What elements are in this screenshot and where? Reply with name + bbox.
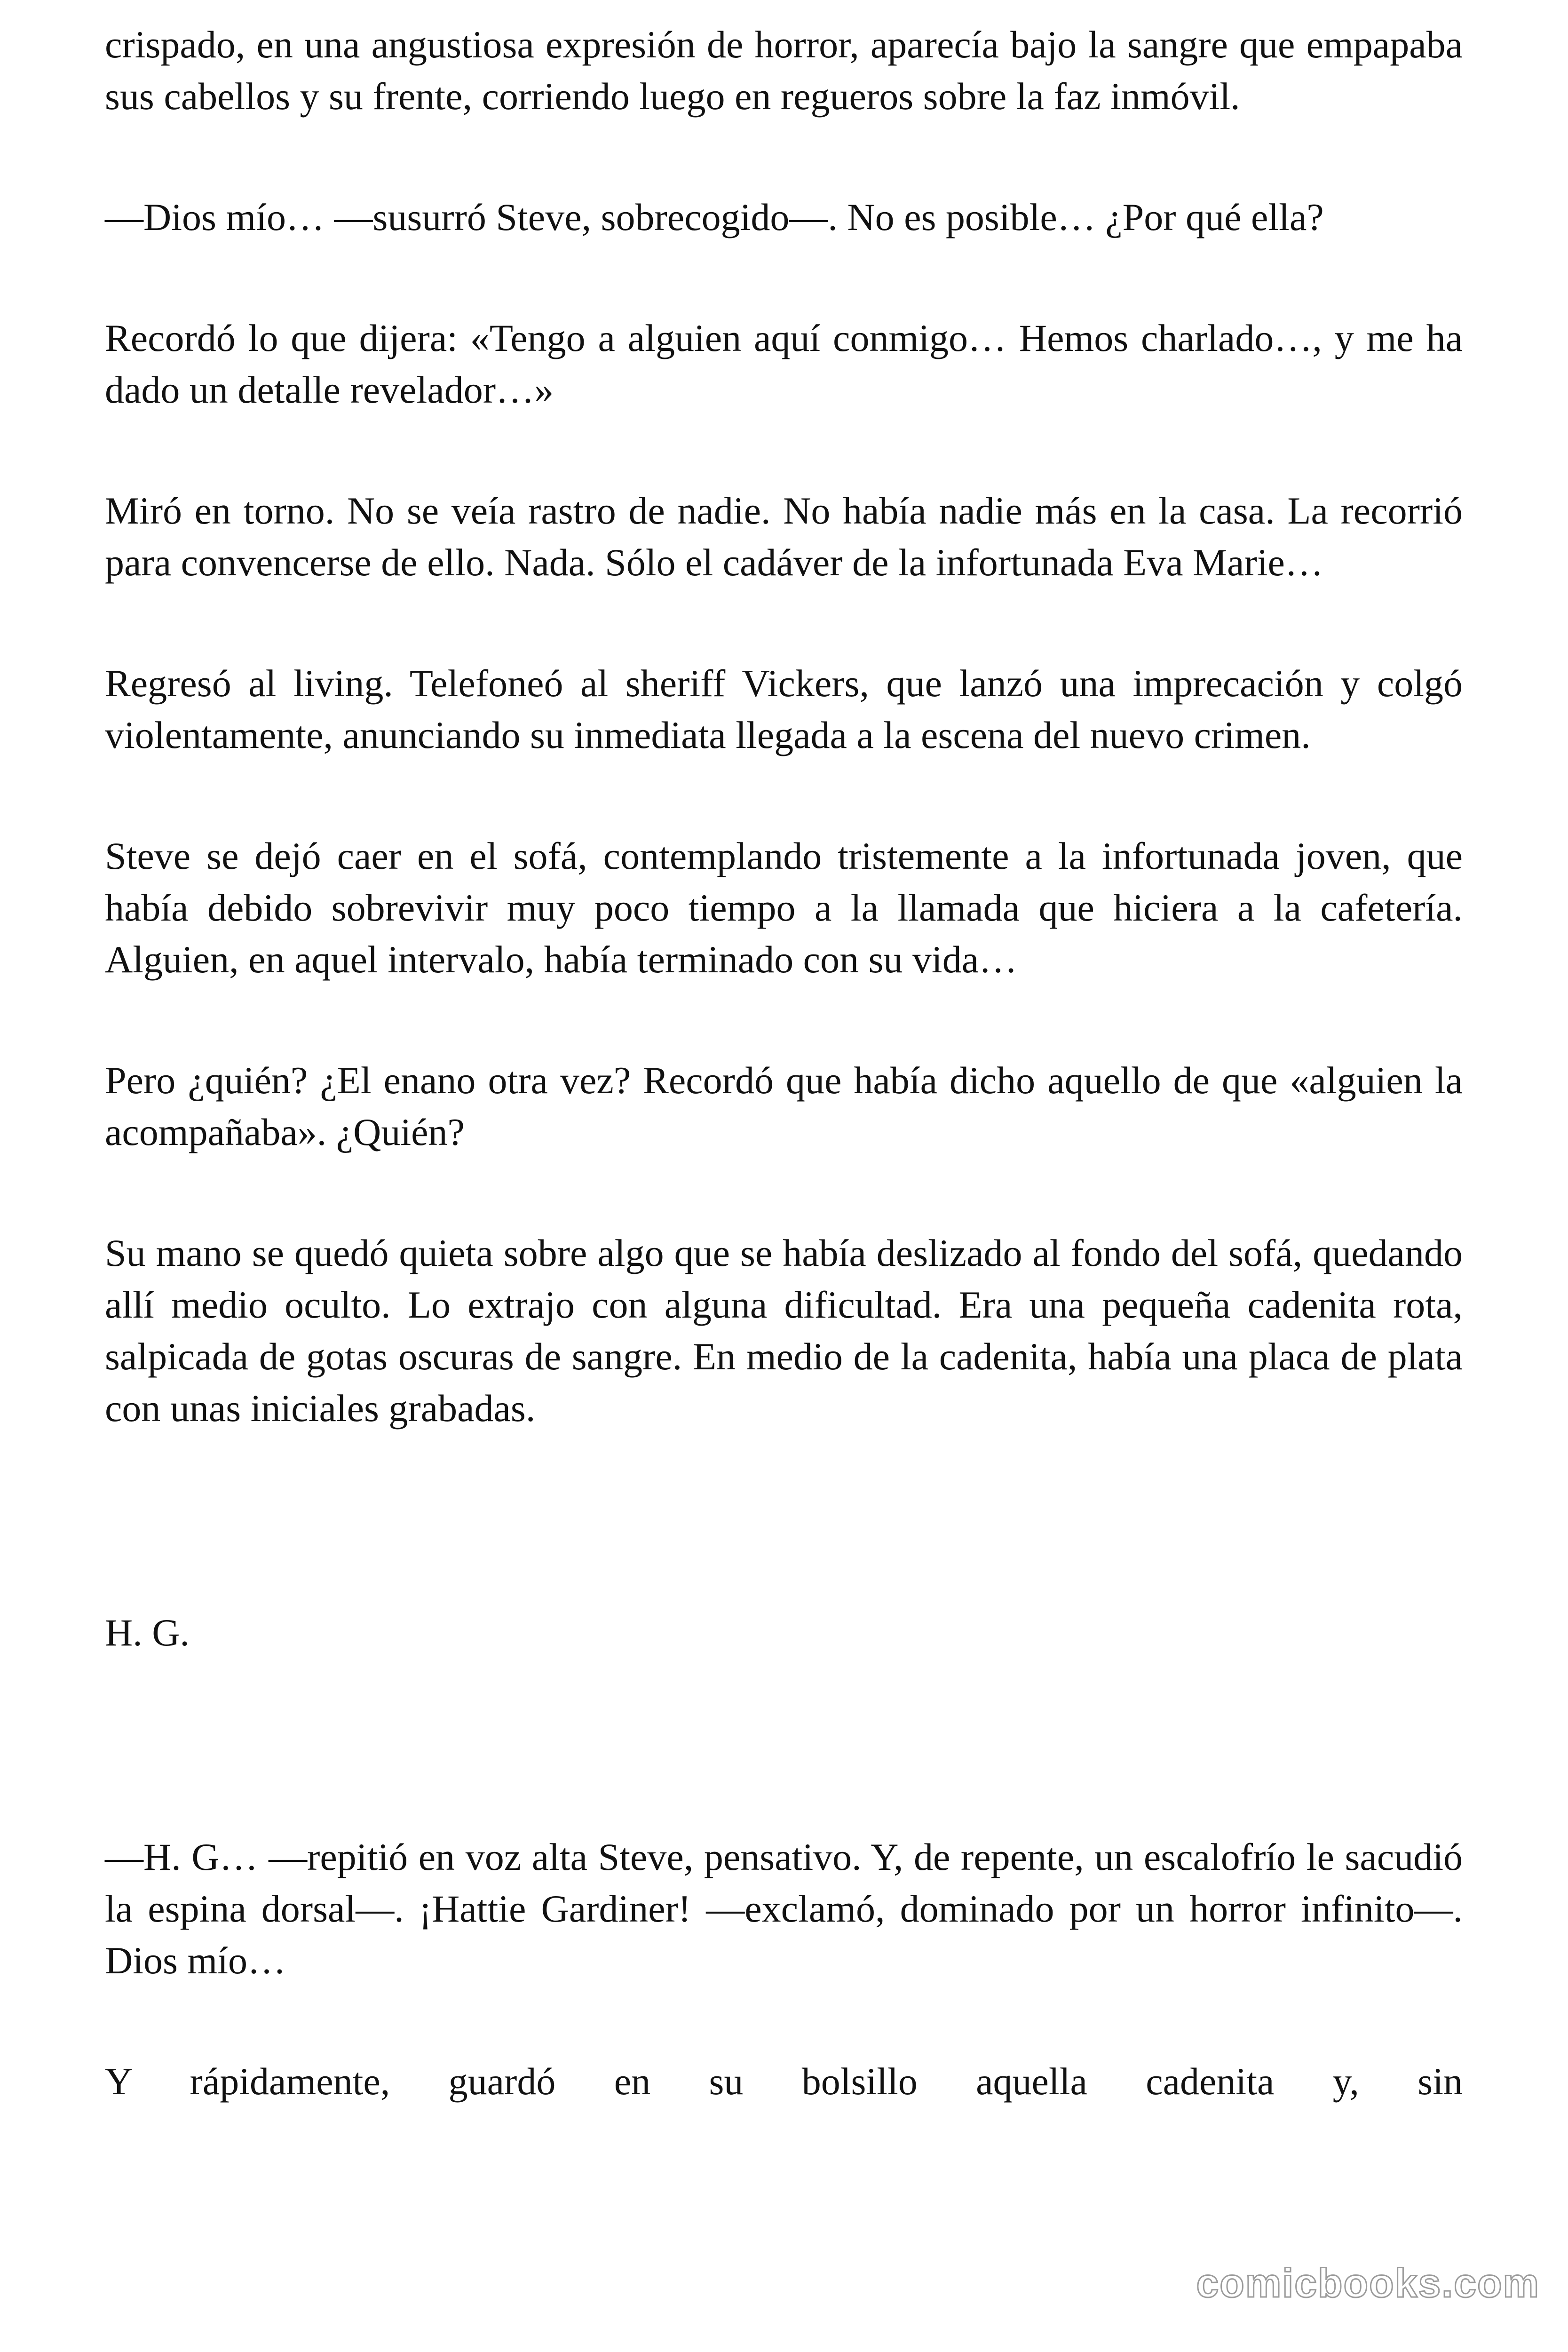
paragraph-11: Y rápidamente, guardó en su bolsillo aquella cadenita y, sin — [105, 2060, 1463, 2103]
paragraph-7: Pero ¿quién? ¿El enano otra vez? Recordó que había dicho aquello de que «alguien la acompañaba». ¿Quién? — [105, 1059, 1463, 1153]
paragraph-4: Miró en torno. No se veía rastro de nadie. No había nadie más en la casa. La recorrió para convencerse de ello. Nada. Sólo el cadáver de la infortunada Eva Marie… — [105, 489, 1463, 584]
paragraph-8: Su mano se quedó quieta sobre algo que se había deslizado al fondo del sofá, quedando allí medio oculto. Lo extrajo con alguna dificultad. Era una pequeña cadenita rota, salpicada de gotas oscuras de sangre. En medio de la cadenita, había una placa de plata con unas iniciales grabadas. — [105, 1232, 1463, 1430]
paragraph-1: crispado, en una angustiosa expresión de horror, aparecía bajo la sangre que empapaba sus cabellos y su frente, corriendo luego en regueros sobre la faz inmóvil. — [105, 23, 1463, 118]
paragraph-5: Regresó al living. Telefoneó al sheriff Vickers, que lanzó una imprecación y colgó violentamente, anunciando su inmediata llegada a la escena del nuevo crimen. — [105, 662, 1463, 756]
paragraph-2: —Dios mío… —susurró Steve, sobrecogido—. No es posible… ¿Por qué ella? — [105, 196, 1324, 238]
paragraph-3: Recordó lo que dijera: «Tengo a alguien aquí conmigo… Hemos charlado…, y me ha dado un detalle revelador…» — [105, 317, 1463, 411]
watermark-logo: comicbooks.com — [1196, 2261, 1540, 2306]
document-page — [105, 19, 1463, 2107]
paragraph-10: —H. G… —repitió en voz alta Steve, pensativo. Y, de repente, un escalofrío le sacudió la espina dorsal—. ¡Hattie Gardiner! —exclamó, dominado por un horror infinito—. Dios mío… — [105, 1836, 1463, 1982]
paragraph-6: Steve se dejó caer en el sofá, contemplando tristemente a la infortunada joven, que había debido sobrevivir muy poco tiempo a la llamada que hiciera a la cafetería. Alguien, en aquel intervalo, había terminado con su vida… — [105, 834, 1463, 981]
engraved-initials: H. G. — [105, 1611, 190, 1654]
